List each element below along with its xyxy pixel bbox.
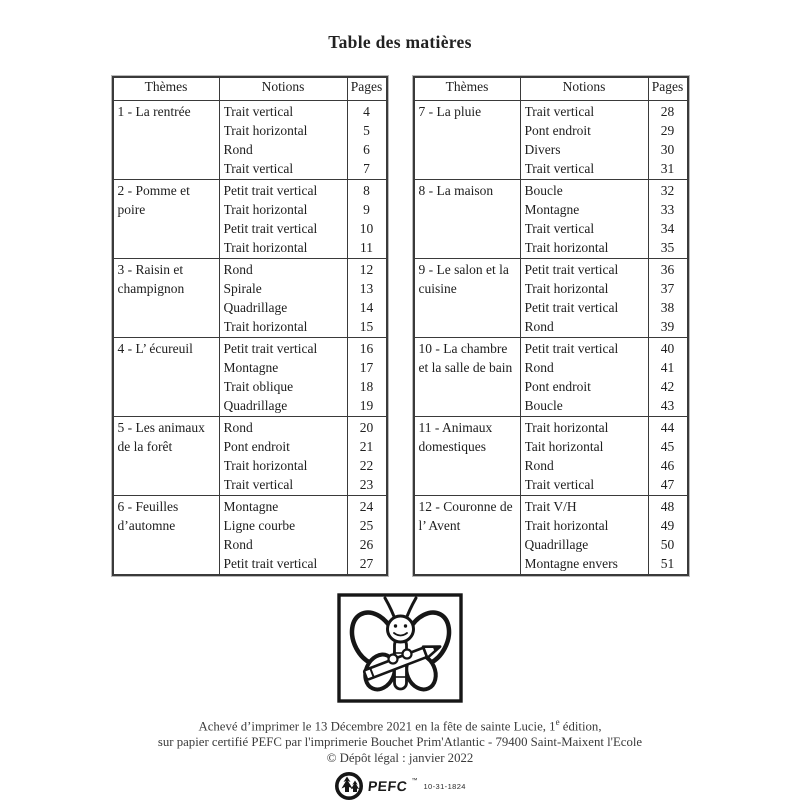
- notion-line: Quadrillage: [223, 300, 288, 315]
- header-row: [414, 77, 688, 101]
- notion-line: Trait vertical: [223, 104, 294, 119]
- page-number: 26: [359, 537, 374, 552]
- notion-line: Tait horizontal: [524, 439, 604, 454]
- notion-line: Trait horizontal: [524, 240, 609, 255]
- page-title: Table des matières: [328, 32, 472, 52]
- page-number: 38: [660, 300, 675, 315]
- page-number: 13: [359, 281, 374, 296]
- notions-cell: [520, 259, 648, 338]
- notion-line: Rond: [524, 360, 554, 375]
- notion-line: Trait vertical: [223, 161, 294, 176]
- notions-cell: [219, 101, 347, 180]
- notion-line: Trait horizontal: [223, 240, 308, 255]
- notion-line: Petit trait vertical: [524, 341, 619, 356]
- notion-line: Pont endroit: [524, 379, 591, 394]
- page-number: 27: [359, 556, 374, 571]
- page-number: 29: [660, 123, 675, 138]
- page-number: 35: [660, 240, 675, 255]
- toc-row: [414, 101, 688, 180]
- page-number: 48: [660, 499, 675, 514]
- pefc-trees-icon: [334, 771, 364, 801]
- theme-cell: 3 - Raisin et champignon: [113, 259, 220, 338]
- page-number: 46: [660, 458, 675, 473]
- trademark-symbol: ™: [411, 778, 418, 785]
- page-number: 20: [359, 420, 374, 435]
- page-number: 9: [363, 202, 370, 217]
- notion-line: Boucle: [524, 183, 563, 198]
- page-number: 28: [660, 104, 675, 119]
- notions-cell: [219, 180, 347, 259]
- page-number: 45: [660, 439, 675, 454]
- notion-line: Trait horizontal: [223, 319, 308, 334]
- colophon-line-2: sur papier certifié PEFC par l'imprimerie Bouchet Prim'Atlantic - 79400 Saint-Maixent l'Ecole: [157, 735, 643, 750]
- theme-cell: 4 - L’ écureuil: [113, 338, 220, 417]
- page-number: 33: [660, 202, 675, 217]
- notion-line: Quadrillage: [524, 537, 589, 552]
- page-number: 8: [363, 183, 370, 198]
- theme-cell: 11 - Animaux domestiques: [414, 417, 521, 496]
- notions-cell: [520, 180, 648, 259]
- page-number: 47: [660, 477, 675, 492]
- notion-line: Montagne: [524, 202, 580, 217]
- pages-cell: [347, 101, 387, 180]
- pages-cell: [347, 417, 387, 496]
- page-number: 42: [660, 379, 675, 394]
- page-number: 23: [359, 477, 374, 492]
- notion-line: Rond: [223, 142, 253, 157]
- theme-cell: 10 - La chambre et la salle de bain: [414, 338, 521, 417]
- notion-line: Trait horizontal: [524, 518, 609, 533]
- page-number: 12: [359, 262, 374, 277]
- col-header-notions: Notions: [520, 77, 648, 101]
- page-number: 7: [363, 161, 370, 176]
- notions-cell: [219, 496, 347, 576]
- butterfly-illustration: [0, 593, 800, 703]
- notion-line: Montagne: [223, 499, 279, 514]
- page-number: 39: [660, 319, 675, 334]
- page-number: 32: [660, 183, 675, 198]
- page-number: 51: [660, 556, 675, 571]
- notion-line: Montagne envers: [524, 556, 618, 571]
- notion-line: Petit trait vertical: [524, 262, 619, 277]
- page-number: 17: [359, 360, 374, 375]
- page-number: 21: [359, 439, 374, 454]
- page-number: 19: [359, 398, 374, 413]
- theme-cell: 6 - Feuilles d’automne: [113, 496, 220, 576]
- notion-line: Spirale: [223, 281, 262, 296]
- page-number: 36: [660, 262, 675, 277]
- notion-line: Rond: [223, 537, 253, 552]
- page-number: 44: [660, 420, 675, 435]
- page-number: 37: [660, 281, 675, 296]
- notion-line: Trait horizontal: [524, 420, 609, 435]
- toc-row: [113, 101, 387, 180]
- toc-row: [113, 259, 387, 338]
- page-number: 34: [660, 221, 675, 236]
- pages-cell: [648, 259, 688, 338]
- notion-line: Rond: [524, 458, 554, 473]
- page-number: 11: [360, 240, 373, 255]
- theme-cell: 2 - Pomme et poire: [113, 180, 220, 259]
- page-number: 18: [359, 379, 374, 394]
- theme-cell: 7 - La pluie: [414, 101, 521, 180]
- page-number: 50: [660, 537, 675, 552]
- col-header-themes: Thèmes: [414, 77, 521, 101]
- notion-line: Petit trait vertical: [223, 183, 318, 198]
- page-number: 31: [660, 161, 675, 176]
- header-row: [113, 77, 387, 101]
- toc-row: [414, 180, 688, 259]
- page-number: 24: [359, 499, 374, 514]
- notion-line: Rond: [524, 319, 554, 334]
- notion-line: Petit trait vertical: [524, 300, 619, 315]
- notion-line: Petit trait vertical: [223, 556, 318, 571]
- notion-line: Quadrillage: [223, 398, 288, 413]
- notion-line: Divers: [524, 142, 561, 157]
- pages-cell: [648, 101, 688, 180]
- toc-row: [113, 417, 387, 496]
- toc-row: [113, 180, 387, 259]
- notion-line: Montagne: [223, 360, 279, 375]
- toc-table-left: [112, 76, 388, 576]
- notion-line: Trait vertical: [524, 104, 595, 119]
- notion-line: Trait horizontal: [223, 458, 308, 473]
- pages-cell: [648, 496, 688, 576]
- notion-line: Trait vertical: [524, 221, 595, 236]
- col-header-themes: Thèmes: [113, 77, 220, 101]
- notion-line: Petit trait vertical: [223, 341, 318, 356]
- notion-line: Pont endroit: [524, 123, 591, 138]
- notions-cell: [520, 338, 648, 417]
- page-number: 49: [660, 518, 675, 533]
- notion-line: Trait V/H: [524, 499, 577, 514]
- toc-row: [414, 496, 688, 576]
- pefc-wordmark: PEFC: [367, 778, 409, 795]
- pages-cell: [347, 338, 387, 417]
- notion-line: Boucle: [524, 398, 563, 413]
- toc-row: [414, 259, 688, 338]
- notions-cell: [219, 417, 347, 496]
- toc-tables: [0, 76, 800, 576]
- page-number: 22: [359, 458, 374, 473]
- pefc-certification-number: 10-31-1824: [423, 781, 466, 791]
- pages-cell: [648, 417, 688, 496]
- notion-line: Trait horizontal: [223, 202, 308, 217]
- notion-line: Trait vertical: [223, 477, 294, 492]
- colophon: [0, 714, 800, 766]
- toc-table-right: [413, 76, 689, 576]
- notions-cell: [520, 417, 648, 496]
- page-number: 6: [363, 142, 370, 157]
- col-header-pages: Pages: [347, 77, 387, 101]
- theme-cell: 8 - La maison: [414, 180, 521, 259]
- notions-cell: [219, 338, 347, 417]
- col-header-pages: Pages: [648, 77, 688, 101]
- pages-cell: [347, 259, 387, 338]
- toc-row: [414, 417, 688, 496]
- notion-line: Trait vertical: [524, 161, 595, 176]
- toc-row: [113, 338, 387, 417]
- page-number: 40: [660, 341, 675, 356]
- notion-line: Petit trait vertical: [223, 221, 318, 236]
- notion-line: Rond: [223, 420, 253, 435]
- page-number: 4: [363, 104, 370, 119]
- notions-cell: [520, 101, 648, 180]
- notion-line: Trait oblique: [223, 379, 294, 394]
- toc-row: [414, 338, 688, 417]
- colophon-line-3: © Dépôt légal : janvier 2022: [326, 751, 474, 766]
- page-number: 15: [359, 319, 374, 334]
- notion-line: Pont endroit: [223, 439, 290, 454]
- colophon-line-1: Achevé d’imprimer le 13 Décembre 2021 en la fête de sainte Lucie, 1e édition,: [198, 717, 602, 734]
- page-number: 30: [660, 142, 675, 157]
- notions-cell: [219, 259, 347, 338]
- theme-cell: 5 - Les animaux de la forêt: [113, 417, 220, 496]
- page-number: 5: [363, 123, 370, 138]
- pages-cell: [648, 338, 688, 417]
- page-number: 25: [359, 518, 374, 533]
- pefc-logo: [0, 771, 800, 801]
- theme-cell: 12 - Couronne de l’ Avent: [414, 496, 521, 576]
- pages-cell: [347, 180, 387, 259]
- notion-line: Trait vertical: [524, 477, 595, 492]
- notions-cell: [520, 496, 648, 576]
- pages-cell: [347, 496, 387, 576]
- notion-line: Trait horizontal: [524, 281, 609, 296]
- toc-row: [113, 496, 387, 576]
- notion-line: Ligne courbe: [223, 518, 296, 533]
- butterfly-pencil-icon: [337, 593, 463, 703]
- col-header-notions: Notions: [219, 77, 347, 101]
- page-number: 10: [359, 221, 374, 236]
- theme-cell: 1 - La rentrée: [113, 101, 220, 180]
- pages-cell: [648, 180, 688, 259]
- page-number: 16: [359, 341, 374, 356]
- notion-line: Trait horizontal: [223, 123, 308, 138]
- theme-cell: 9 - Le salon et la cuisine: [414, 259, 521, 338]
- page-number: 14: [359, 300, 374, 315]
- page-number: 43: [660, 398, 675, 413]
- notion-line: Rond: [223, 262, 253, 277]
- page-number: 41: [660, 360, 675, 375]
